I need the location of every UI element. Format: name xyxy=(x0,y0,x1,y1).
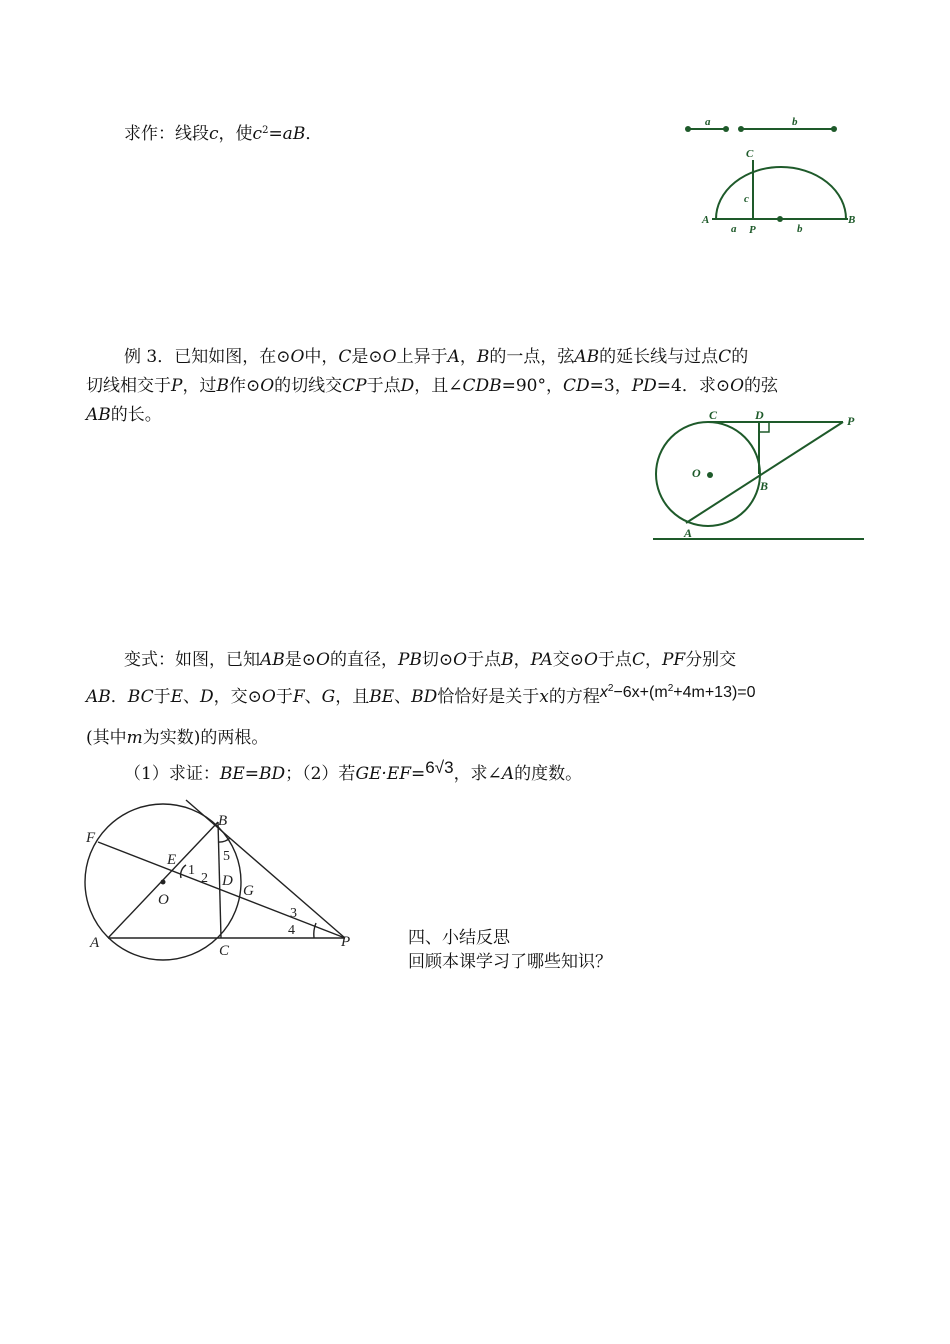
label-P: P xyxy=(341,934,351,950)
variant-line-1: 变式：如图，已知AB是⊙O的直径，PB切⊙O于点B，PA交⊙O于点C，PF分别交 xyxy=(124,650,737,670)
label-B: B xyxy=(848,214,856,226)
center-dot xyxy=(161,880,166,885)
center-dot xyxy=(777,216,783,222)
secant-PF xyxy=(98,842,345,938)
label-2: 2 xyxy=(201,871,208,886)
label-B: B xyxy=(218,813,228,829)
segment-a-start-dot xyxy=(685,126,691,132)
label-A: A xyxy=(90,935,100,951)
variant-problem xyxy=(86,646,866,789)
summary-section xyxy=(408,926,612,974)
label-P: P xyxy=(749,224,756,236)
label-G: G xyxy=(243,883,254,899)
label-C: C xyxy=(219,943,230,959)
label-C: C xyxy=(709,408,718,422)
label-O: O xyxy=(692,466,701,480)
example3-line-3: AB的长。 xyxy=(86,405,162,425)
label-c: c xyxy=(744,193,749,205)
example3-line-1: 例 3．已知如图，在⊙O中，C是⊙O上异于A，B的一点，弦AB的延长线与过点C的 xyxy=(124,347,749,367)
variant-line-2: AB．BC于E、D，交⊙O于F、G，且BE、BD恰恰好是关于x的方程$x^2-6x+(m^2+4m+13)=0$ xyxy=(86,683,756,707)
label-D: D xyxy=(755,408,764,422)
tangent-PB xyxy=(186,800,345,938)
label-F: F xyxy=(86,830,96,846)
label-O: O xyxy=(158,892,169,908)
label-P: P xyxy=(847,414,855,428)
center-dot xyxy=(707,472,713,478)
label-A: A xyxy=(702,214,710,226)
semicircle-construction-figure xyxy=(678,112,868,238)
summary-heading: 四、小结反思 xyxy=(408,928,510,948)
construction-task: 求作：线段c，使$c^2=aB$． xyxy=(124,124,323,144)
label-5: 5 xyxy=(223,849,230,864)
six-root-three: 6√3 xyxy=(425,758,454,777)
label-D: D xyxy=(222,873,233,889)
label-E: E xyxy=(167,852,177,868)
label-3: 3 xyxy=(290,906,297,921)
label-4: 4 xyxy=(288,923,295,938)
segment-b-end-dot xyxy=(831,126,837,132)
variant-line-4: （1）求证：BE=BD；（2）若GE·EF=6√3，求∠A的度数。 xyxy=(124,758,583,784)
label-a-top: a xyxy=(705,116,711,128)
quadratic-equation: $x^2-6x+(m^2+4m+13)=0$ xyxy=(599,683,756,701)
label-A: A xyxy=(684,526,693,540)
segment-a-end-dot xyxy=(723,126,729,132)
label-a-bottom: a xyxy=(731,223,737,235)
chord-BC xyxy=(218,822,221,938)
label-b-top: b xyxy=(792,116,798,128)
variant-figure xyxy=(82,798,364,968)
label-b-bottom: b xyxy=(797,223,803,235)
label-1: 1 xyxy=(188,863,195,878)
semicircle-arc xyxy=(716,167,846,219)
right-angle-mark xyxy=(759,422,769,432)
angle-mark-5 xyxy=(218,838,230,842)
label-B: B xyxy=(760,479,769,493)
tangent-circle-figure xyxy=(648,408,866,544)
example3-line-2: 切线相交于P，过B作⊙O的切线交CP于点D，且∠CDB=90°，CD=3，PD=4．求⊙O的弦 xyxy=(86,376,779,396)
label-C: C xyxy=(746,148,754,160)
variant-line-3: (其中m为实数)的两根。 xyxy=(86,728,269,748)
segment-b-start-dot xyxy=(738,126,744,132)
summary-question: 回顾本课学习了哪些知识？ xyxy=(408,952,612,972)
